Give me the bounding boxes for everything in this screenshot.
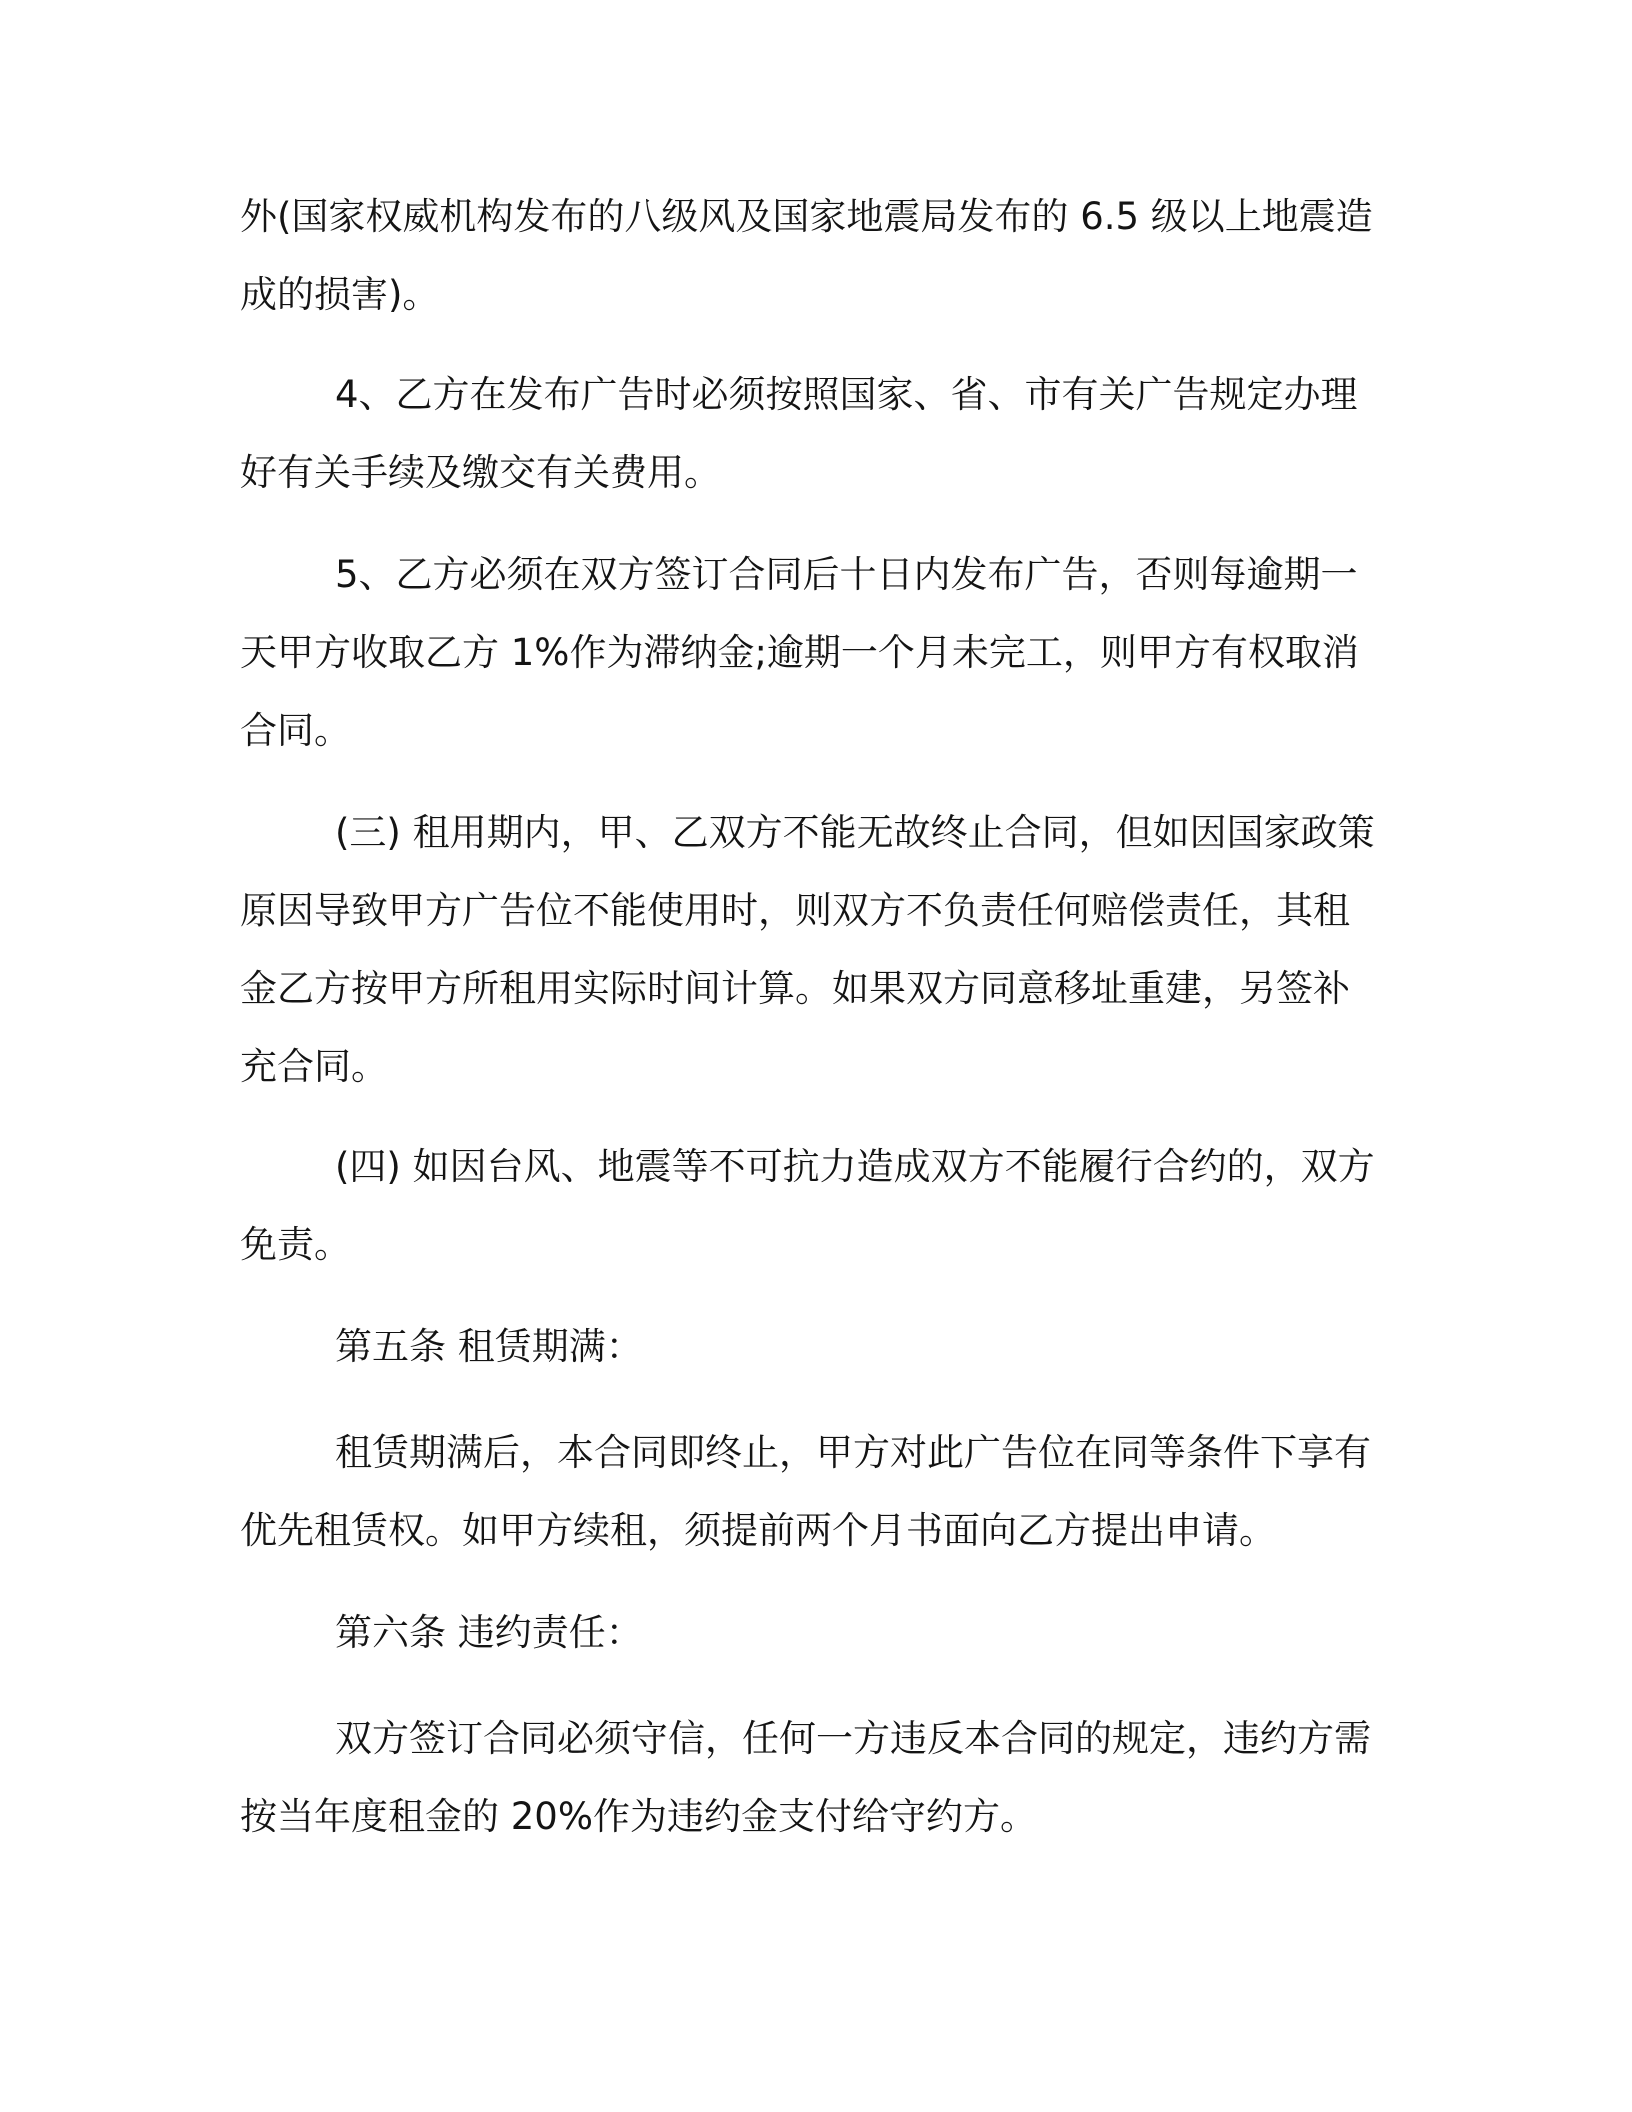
text-line: 成的损害)。	[240, 273, 440, 316]
text-line: 金乙方按甲方所租用实际时间计算。如果双方同意移址重建，另签补	[240, 967, 1350, 1010]
paragraph-article-5	[240, 1414, 1380, 1570]
text-line: 充合同。	[240, 1045, 388, 1088]
text-line: 原因导致甲方广告位不能使用时，则双方不负责任何赔偿责任，其租	[240, 889, 1350, 932]
text-line: 5、乙方必须在双方签订合同后十日内发布广告，否则每逾期一	[335, 553, 1358, 596]
text-line: 好有关手续及缴交有关费用。	[240, 451, 721, 494]
text-line: 合同。	[240, 709, 351, 752]
text-line: 天甲方收取乙方 1%作为滞纳金;逾期一个月未完工，则甲方有权取消	[240, 631, 1359, 674]
text-line: 按当年度租金的 20%作为违约金支付给守约方。	[240, 1795, 1037, 1838]
article-5-heading	[240, 1308, 1380, 1386]
paragraph-clause-four	[240, 1128, 1380, 1284]
article-6-heading	[240, 1594, 1380, 1672]
paragraph-clause-three	[240, 794, 1380, 1106]
text-line: (三) 租用期内，甲、乙双方不能无故终止合同，但如因国家政策	[335, 811, 1375, 854]
text-line: 免责。	[240, 1223, 351, 1266]
paragraph-force-majeure-cont	[240, 178, 1380, 334]
paragraph-article-6	[240, 1700, 1380, 1856]
text-line: 第五条 租赁期满：	[335, 1325, 643, 1368]
text-line: (四) 如因台风、地震等不可抗力造成双方不能履行合约的，双方	[335, 1145, 1375, 1188]
text-line: 4、乙方在发布广告时必须按照国家、省、市有关广告规定办理	[335, 373, 1358, 416]
text-line: 双方签订合同必须守信，任何一方违反本合同的规定，违约方需	[335, 1717, 1371, 1760]
text-line: 第六条 违约责任：	[335, 1611, 643, 1654]
text-line: 外(国家权威机构发布的八级风及国家地震局发布的 6.5 级以上地震造	[240, 195, 1373, 238]
text-line: 租赁期满后，本合同即终止，甲方对此广告位在同等条件下享有	[335, 1431, 1371, 1474]
paragraph-clause-5	[240, 536, 1380, 770]
text-line: 优先租赁权。如甲方续租，须提前两个月书面向乙方提出申请。	[240, 1509, 1276, 1552]
paragraph-clause-4	[240, 356, 1380, 512]
